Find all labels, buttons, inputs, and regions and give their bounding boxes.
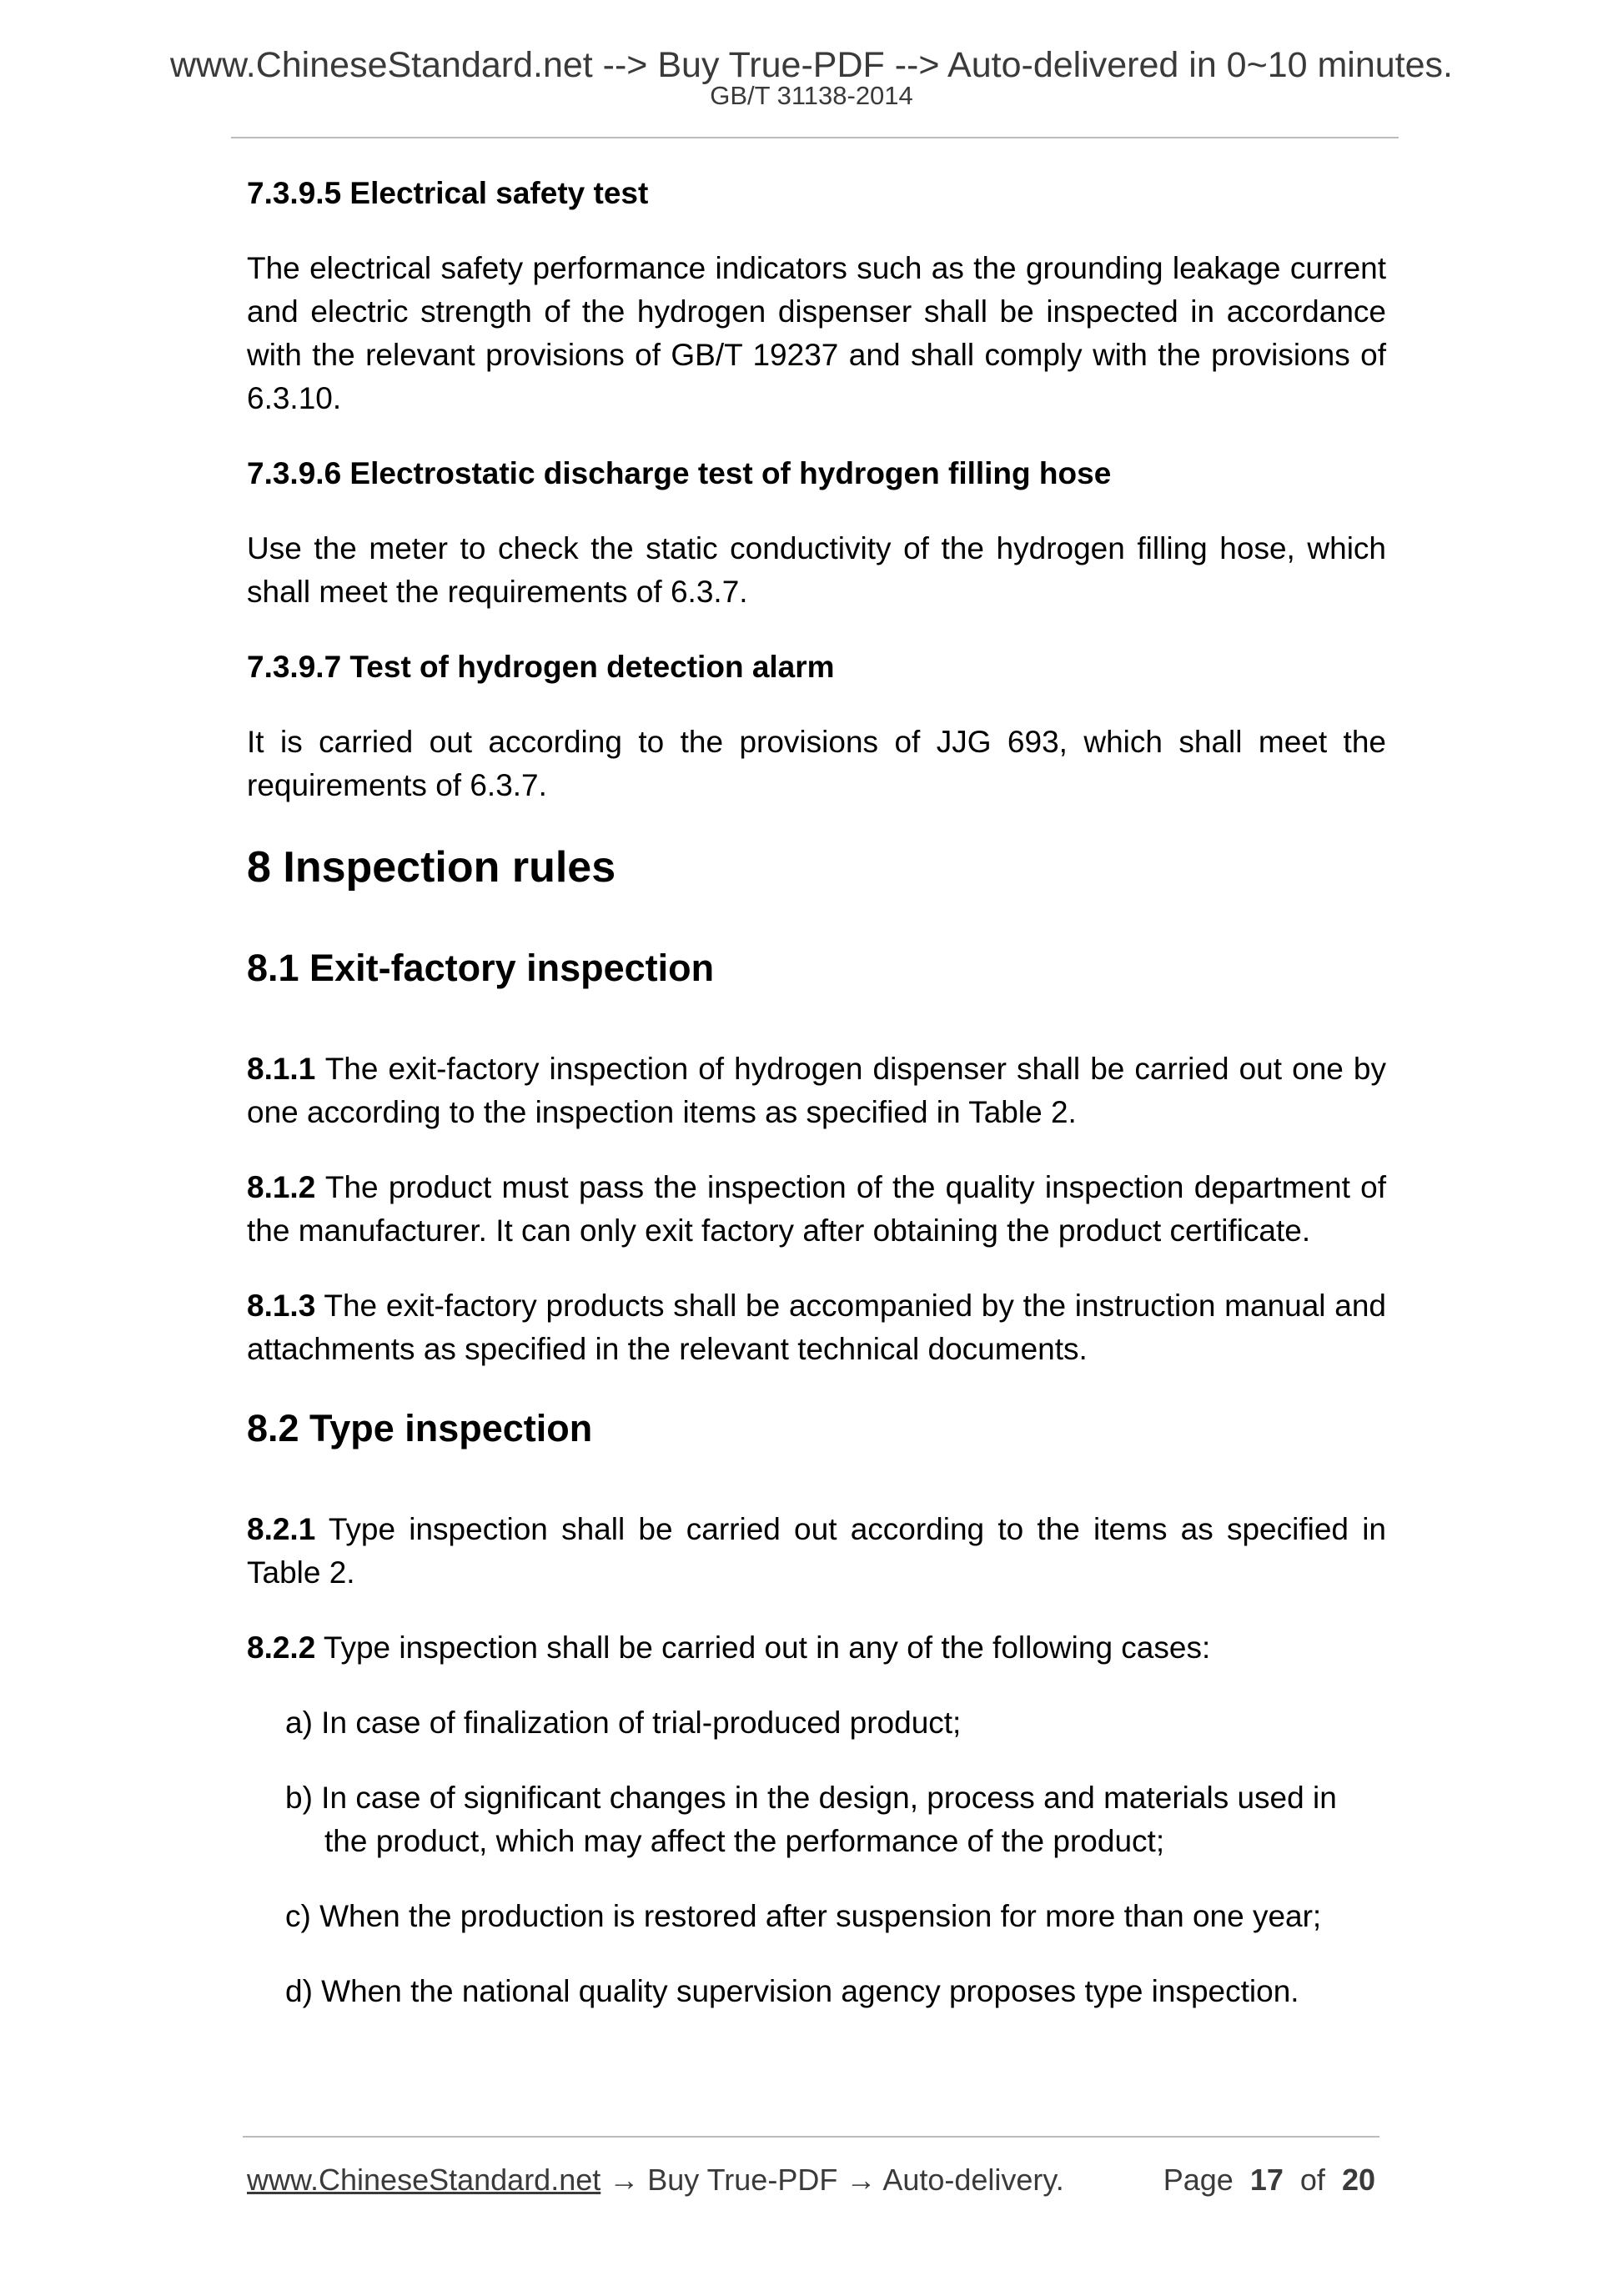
paragraph-8-1-2 [247,1166,1386,1253]
clause-text: The exit-factory inspection of hydrogen dispenser shall be carried out one by one according to the inspection items as specified in Table 2. [247,1052,1386,1129]
paragraph-7-3-9-7: It is carried out according to the provisions of JJG 693, which shall meet the requirements of 6.3.7. [247,725,1386,802]
heading-7-3-9-5: 7.3.9.5 Electrical safety test [247,176,649,210]
list-item-c: c) When the production is restored after suspension for more than one year; [285,1899,1322,1933]
list-item-a: a) In case of finalization of trial-produced product; [285,1706,962,1740]
list-item-d: d) When the national quality supervision agency proposes type inspection. [285,1974,1299,2008]
clause-number: 8.1.1 [247,1052,316,1086]
total-pages: 20 [1341,2163,1375,2197]
footer-links [247,2159,1064,2201]
footer-site-link[interactable]: www.ChineseStandard.net [247,2163,601,2197]
header-divider [231,137,1399,138]
paragraph-7-3-9-5: The electrical safety performance indicators such as the grounding leakage current and electric strength of the hydrogen dispenser shall be inspected in accordance with the relevant provisions of GB/T 19237 and shall comply with the provisions of 6.3.10. [247,251,1386,415]
document-number: GB/T 31138-2014 [710,81,913,110]
heading-7-3-9-7: 7.3.9.7 Test of hydrogen detection alarm [247,650,835,684]
paragraph-8-1-1 [247,1048,1386,1134]
paragraph-8-2-2 [247,1626,1386,1670]
current-page: 17 [1249,2163,1284,2197]
clause-number: 8.1.3 [247,1289,316,1323]
page-label: Page [1163,2163,1234,2197]
clause-number: 8.2.1 [247,1512,316,1546]
clause-text: Type inspection shall be carried out according to the items as specified in Table 2. [247,1512,1386,1590]
paragraph-8-2-1 [247,1508,1386,1595]
clause-number: 8.1.2 [247,1170,316,1204]
heading-8-2: 8.2 Type inspection [247,1407,593,1449]
clause-number: 8.2.2 [247,1630,316,1665]
clause-text: Type inspection shall be carried out in any of the following cases: [315,1630,1211,1665]
paragraph-7-3-9-6: Use the meter to check the static conductivity of the hydrogen filling hose, which shall meet the requirements of 6.3.7. [247,531,1386,609]
of-label: of [1299,2163,1325,2197]
page-footer [247,2159,1386,2201]
clause-text: The product must pass the inspection of the quality inspection department of the manufacturer. It can only exit factory after obtaining the product certificate. [247,1170,1386,1248]
heading-8: 8 Inspection rules [247,843,616,892]
page-content [247,172,1386,2013]
paragraph-8-1-3 [247,1284,1386,1371]
clause-text: The exit-factory products shall be accompanied by the instruction manual and attachments as specified in the relevant technical documents. [247,1289,1386,1366]
top-banner: www.ChineseStandard.net --> Buy True-PDF --> Auto-delivered in 0~10 minutes. [169,45,1453,85]
page-indicator [1163,2159,1375,2201]
footer-divider [243,2136,1379,2138]
heading-7-3-9-6: 7.3.9.6 Electrostatic discharge test of hydrogen filling hose [247,456,1112,490]
heading-8-1: 8.1 Exit-factory inspection [247,947,715,989]
footer-buy-text: → Buy True-PDF → Auto-delivery. [600,2163,1064,2197]
list-item-b: b) In case of significant changes in the design, process and materials used in the product, which may affect the performance of the product; [285,1781,1337,1858]
